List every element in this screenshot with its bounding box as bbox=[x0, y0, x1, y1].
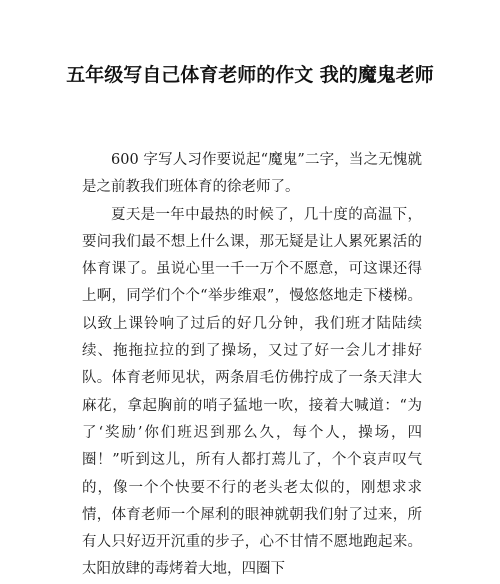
document-body bbox=[82, 147, 422, 584]
paragraph: 夏天是一年中最热的时候了，几十度的高温下，要问我们最不想上什么课，那无疑是让人累死累活的体育课了。虽说心里一千一万个不愿意，可这课还得上啊，同学们个个“举步维艰”，慢悠悠地走下楼梯。以致上课铃响了过后的好几分钟，我们班才陆陆续续、拖拖拉拉的到了操场，又过了好一会儿才排好队。体育老师见状，两条眉毛仿佛拧成了一条天津大麻花，拿起胸前的哨子猛地一吹，接着大喊道：“为了‘奖励’你们班迟到那么久，每个人，操场，四圈！”听到这儿，所有人都打蔫儿了，个个哀声叹气的，像一个个快要不行的老头老太似的，刚想求求情，体育老师一个犀利的眼神就朝我们射了过来，所有人只好迈开沉重的步子，心不甘情不愿地跑起来。太阳放肆的毒烤着大地，四圈下 bbox=[82, 206, 422, 578]
paragraph: 600 字写人习作要说起“魔鬼”二字，当之无愧就是之前教我们班体育的徐老师了。 bbox=[82, 152, 422, 196]
document-title: 五年级写自己体育老师的作文 我的魔鬼老师 bbox=[66, 64, 434, 86]
